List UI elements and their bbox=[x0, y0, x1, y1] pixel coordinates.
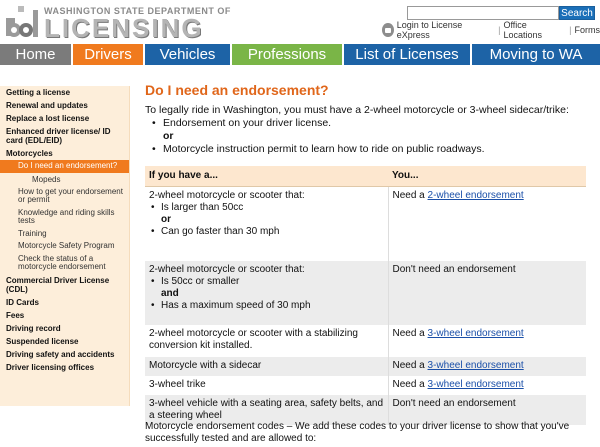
dol-logo-icon bbox=[4, 4, 40, 40]
table-row bbox=[145, 376, 586, 395]
sidebar-item-suspended[interactable]: Suspended license bbox=[6, 336, 79, 346]
sidebar-item-safety-program[interactable]: Motorcycle Safety Program bbox=[18, 241, 115, 250]
sidebar-item-offices[interactable]: Driver licensing offices bbox=[6, 362, 95, 372]
tab-home[interactable]: Home bbox=[0, 44, 73, 65]
intro-block bbox=[145, 104, 595, 156]
cell-bullet: • Is larger than 50cc bbox=[149, 202, 384, 214]
intro-text: To legally ride in Washington, you must have a 2-wheel motorcycle or 3-wheel sidecar/trike: bbox=[145, 104, 569, 116]
sidebar-item-driving-record[interactable]: Driving record bbox=[6, 323, 61, 333]
table-cell bbox=[388, 376, 586, 395]
login-link[interactable]: Login to License eXpress bbox=[396, 20, 463, 40]
sidebar-item-replace[interactable]: Replace a lost license bbox=[6, 114, 90, 123]
sidebar-item-mopeds[interactable]: Mopeds bbox=[32, 174, 61, 184]
page-title: Do I need an endorsement? bbox=[145, 82, 329, 98]
2-wheel-endorsement-link[interactable]: 2-wheel endorsement bbox=[427, 189, 524, 201]
table-row bbox=[145, 357, 586, 376]
table-row bbox=[145, 325, 586, 357]
cell-or: or bbox=[161, 213, 171, 225]
sidebar-item-fees[interactable]: Fees bbox=[6, 310, 25, 320]
sidebar-item-motorcycles[interactable]: Motorcycles bbox=[6, 149, 53, 158]
table-cell bbox=[388, 357, 586, 376]
sidebar-item-training[interactable]: Training bbox=[18, 228, 47, 238]
tab-vehicles[interactable]: Vehicles bbox=[145, 44, 232, 65]
table-row bbox=[145, 261, 586, 325]
dol-logo[interactable] bbox=[4, 4, 231, 43]
intro-bullet: • Endorsement on your driver license. bbox=[145, 117, 595, 130]
table-row bbox=[145, 186, 586, 261]
table-cell bbox=[388, 186, 586, 261]
3-wheel-endorsement-link[interactable]: 3-wheel endorsement bbox=[427, 379, 524, 390]
sidebar-item-how-to-get[interactable]: How to get your endorsement or permit bbox=[18, 186, 123, 204]
cell-text: Need a bbox=[392, 328, 425, 339]
lock-icon bbox=[382, 23, 394, 37]
search-button[interactable]: Search bbox=[559, 6, 595, 20]
forms-link[interactable]: Forms bbox=[574, 25, 600, 35]
office-locations-link[interactable]: Office Locations bbox=[503, 20, 542, 40]
3-wheel-endorsement-link[interactable]: 3-wheel endorsement bbox=[427, 360, 524, 371]
endorsement-codes-text: Motorcycle endorsement codes – We add these codes to your driver license to show that you've successfully tested and are allowed to: bbox=[145, 421, 570, 444]
cell-and: and bbox=[161, 288, 179, 299]
separator: | bbox=[498, 25, 501, 35]
sidebar bbox=[0, 86, 130, 406]
sidebar-item-endorsement-active[interactable]: Do I need an endorsement? bbox=[0, 160, 129, 173]
cell-bullet: • Is 50cc or smaller bbox=[149, 276, 384, 288]
site-header bbox=[0, 0, 600, 44]
main-nav bbox=[0, 44, 600, 65]
cell-text: Need a bbox=[392, 379, 425, 390]
sidebar-item-check-status[interactable]: Check the status of a motorcycle endorsement bbox=[18, 253, 106, 271]
column-header: You... bbox=[388, 166, 586, 186]
table-cell bbox=[145, 186, 388, 261]
cell-text: 2-wheel motorcycle or scooter that: bbox=[149, 264, 305, 275]
sidebar-item-tests[interactable]: Knowledge and riding skills tests bbox=[18, 207, 115, 225]
logo-title: LICENSING bbox=[44, 13, 204, 43]
table-cell: 3-wheel trike bbox=[145, 376, 388, 395]
table-cell: 3-wheel vehicle with a seating area, safety belts, and a steering wheel bbox=[145, 395, 388, 425]
search-input[interactable] bbox=[407, 6, 559, 20]
table-cell bbox=[388, 325, 586, 357]
sidebar-item-getting-license[interactable]: Getting a license bbox=[6, 88, 71, 97]
intro-bullet: • Motorcycle instruction permit to learn how to ride on public roadways. bbox=[145, 143, 595, 156]
table-cell: Don't need an endorsement bbox=[388, 261, 586, 325]
3-wheel-endorsement-link[interactable]: 3-wheel endorsement bbox=[427, 328, 524, 339]
logo-subtitle: WASHINGTON STATE DEPARTMENT OF bbox=[44, 6, 231, 16]
intro-or: or bbox=[163, 130, 174, 142]
sidebar-item-cdl[interactable]: Commercial Driver License (CDL) bbox=[6, 275, 110, 294]
sidebar-item-renewal[interactable]: Renewal and updates bbox=[6, 101, 88, 110]
table-cell bbox=[145, 261, 388, 325]
tab-professions[interactable]: Professions bbox=[232, 44, 344, 65]
cell-bullet: • Can go faster than 30 mph bbox=[149, 226, 384, 238]
utility-links bbox=[382, 22, 600, 38]
sidebar-item-edl[interactable]: Enhanced driver license/ ID card (EDL/EID) bbox=[6, 127, 111, 145]
cell-text: 2-wheel motorcycle or scooter that: bbox=[149, 189, 305, 201]
endorsement-table bbox=[145, 166, 586, 425]
cell-text: Need a bbox=[392, 360, 425, 371]
cell-bullet: • Has a maximum speed of 30 mph bbox=[149, 300, 384, 312]
sidebar-item-safety[interactable]: Driving safety and accidents bbox=[6, 349, 115, 359]
sidebar-item-id-cards[interactable]: ID Cards bbox=[6, 297, 39, 307]
separator: | bbox=[569, 25, 572, 35]
tab-moving-to-wa[interactable]: Moving to WA bbox=[472, 44, 600, 65]
table-cell: Motorcycle with a sidecar bbox=[145, 357, 388, 376]
cell-text: Need a bbox=[392, 189, 425, 201]
column-header: If you have a... bbox=[145, 166, 388, 186]
tab-list-of-licenses[interactable]: List of Licenses bbox=[344, 44, 472, 65]
table-cell: Don't need an endorsement bbox=[388, 395, 586, 425]
tab-drivers[interactable]: Drivers bbox=[73, 44, 145, 65]
table-cell: 2-wheel motorcycle or scooter with a stabilizing conversion kit installed. bbox=[145, 325, 388, 357]
